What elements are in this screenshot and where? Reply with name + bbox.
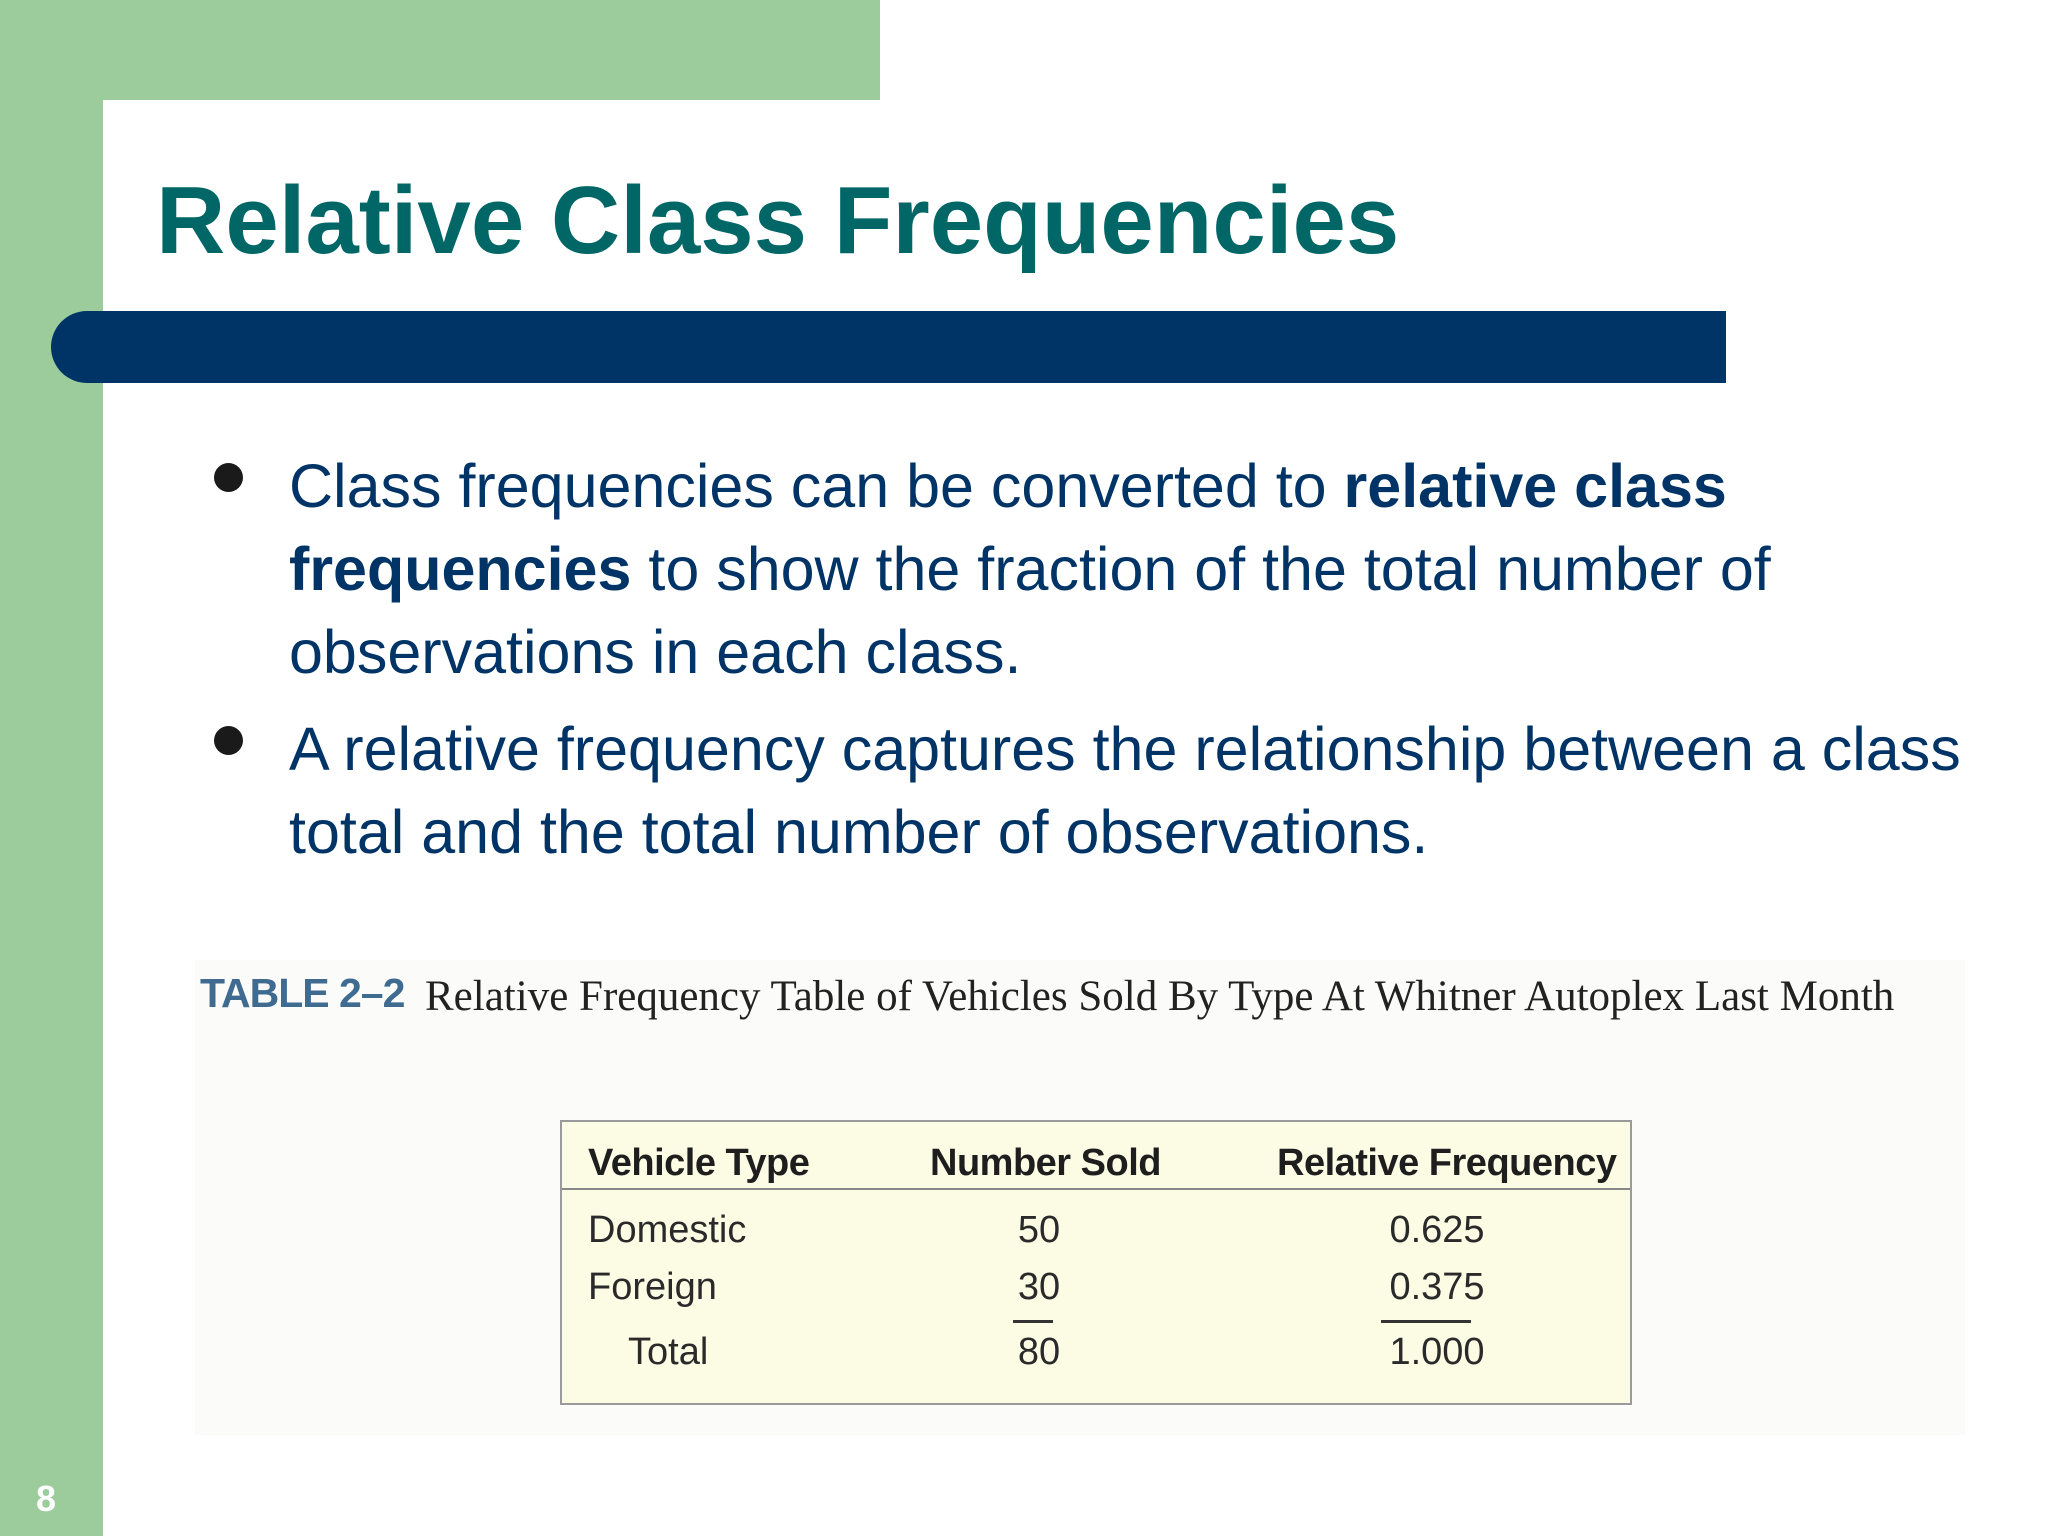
table-header-relative-frequency: Relative Frequency	[1277, 1142, 1617, 1184]
table-cell-type: Total	[628, 1331, 709, 1373]
bullet-text-part: to show the fraction of the total number of observations in each class.	[289, 535, 1771, 686]
bullet-list	[214, 445, 1974, 888]
page-number: 8	[36, 1478, 57, 1519]
table-cell-type: Foreign	[588, 1266, 717, 1308]
table-cell-number: 50	[1017, 1209, 1061, 1251]
bullet-text: A relative frequency captures the relationship between a class total and the total number of observations.	[289, 715, 1961, 866]
table-cell-relative: 0.375	[1389, 1266, 1485, 1308]
left-accent-band	[0, 0, 103, 1536]
sum-rule	[1013, 1320, 1053, 1323]
table-cell-relative: 0.625	[1389, 1209, 1485, 1251]
table-header-rule	[562, 1188, 1630, 1190]
bullet-item	[214, 708, 1974, 874]
table-caption-text: Relative Frequency Table of Vehicles Sold By Type At Whitner Autoplex Last Month	[425, 973, 1895, 1020]
table-header-number-sold: Number Sold	[930, 1142, 1161, 1184]
table-label: TABLE 2–2	[200, 970, 405, 1016]
bullet-dot-icon	[214, 463, 243, 492]
top-accent-band	[0, 0, 880, 100]
title-underline-bar	[51, 311, 1726, 383]
bullet-text-bold: relative class frequencies	[289, 452, 1727, 603]
table-cell-number: 30	[1017, 1266, 1061, 1308]
sum-rule	[1381, 1320, 1471, 1323]
table-cell-number: 80	[1017, 1331, 1061, 1373]
table-cell-type: Domestic	[588, 1209, 747, 1251]
bullet-text-part: Class frequencies can be converted to	[289, 452, 1344, 520]
slide-title: Relative Class Frequencies	[156, 167, 1400, 274]
bullet-item	[214, 445, 1974, 694]
bullet-dot-icon	[214, 726, 243, 755]
table-header-vehicle-type: Vehicle Type	[588, 1142, 810, 1184]
table-cell-relative: 1.000	[1389, 1331, 1485, 1373]
